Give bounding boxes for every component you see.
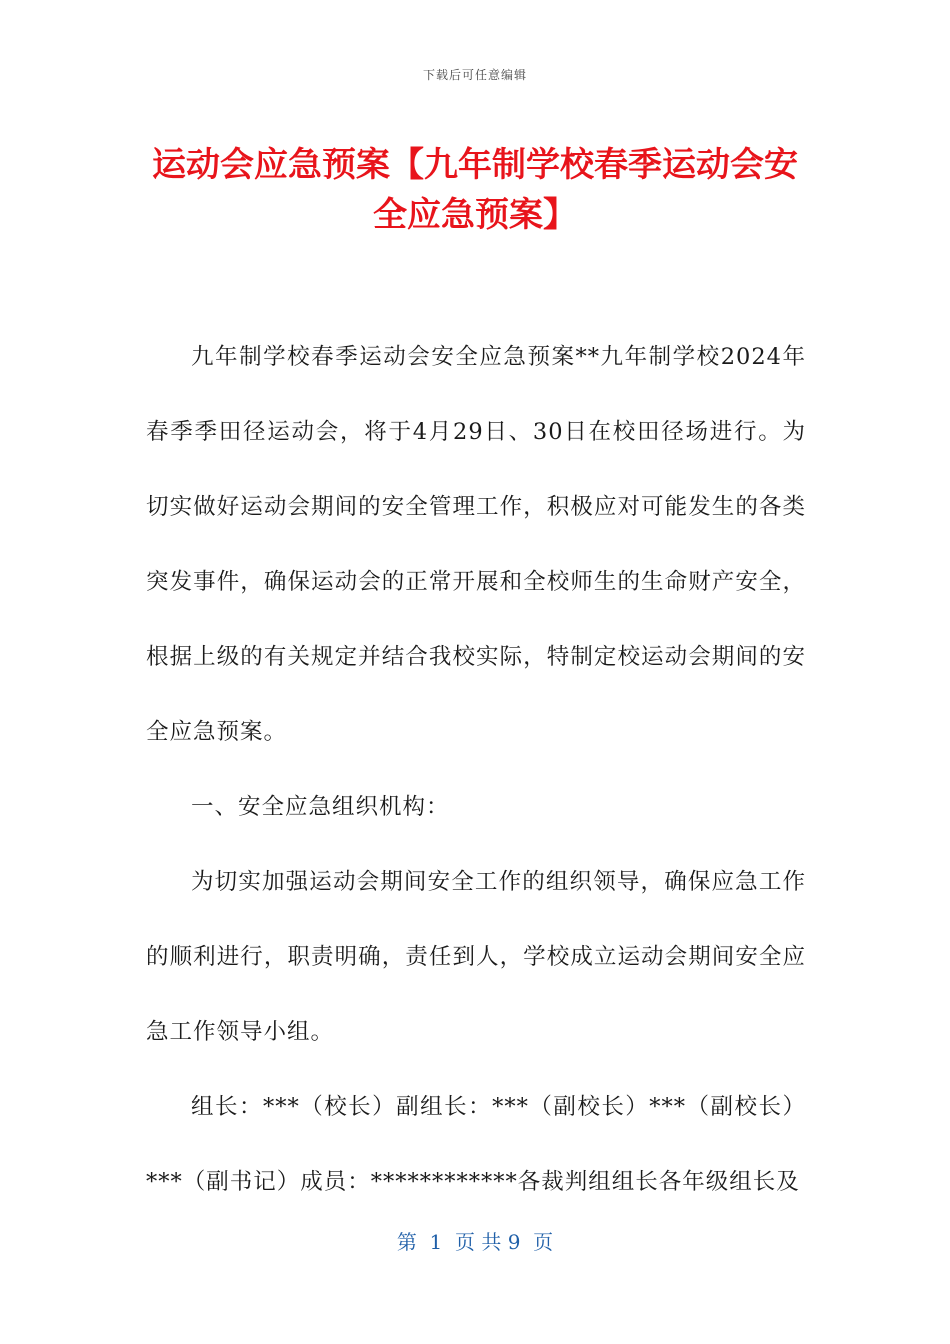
paragraph-organization: 为切实加强运动会期间安全工作的组织领导，确保应急工作的顺利进行，职责明确，责任到人，学校成立运动会期间安全应急工作领导小组。 [146, 869, 806, 1045]
document-body [146, 320, 806, 1220]
paragraph-intro: 九年制学校春季运动会安全应急预案**九年制学校2024年春季季田径运动会，将于4月29日、30日在校田径场进行。为切实做好运动会期间的安全管理工作，积极应对可能发生的各类突发事件，确保运动会的正常开展和全校师生的生命财产安全，根据上级的有关规定并结合我校实际，特制定校运动会期间的安全应急预案。 [146, 344, 806, 745]
document-title: 运动会应急预案【九年制学校春季运动会安全应急预案】 [152, 145, 798, 235]
header-note: 下载后可任意编辑 [422, 68, 527, 82]
page-number: 第 1 页 共 9 页 [396, 1230, 554, 1254]
paragraph-members: 组长：***（校长）副组长：***（副校长）***（副校长）***（副书记）成员：************各裁判组组长各年级组长及 [146, 1094, 806, 1195]
paragraph-section-heading: 一、安全应急组织机构： [191, 794, 450, 820]
